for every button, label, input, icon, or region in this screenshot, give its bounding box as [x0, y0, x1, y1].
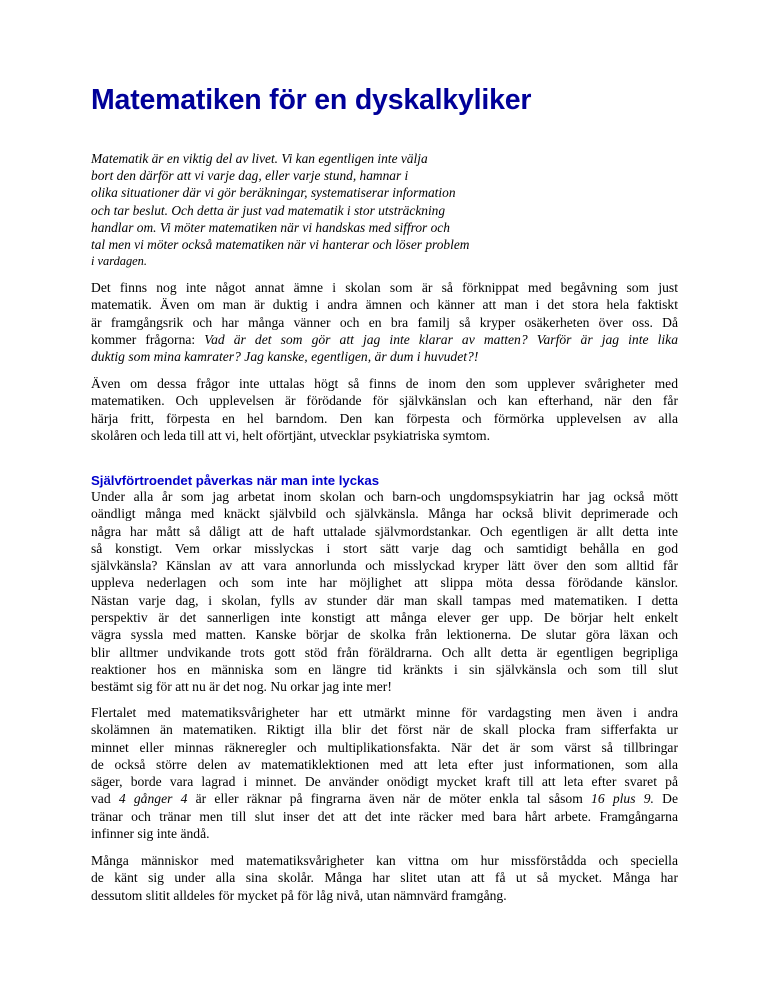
paragraph-4	[91, 704, 678, 842]
paragraph-line	[91, 348, 678, 365]
paragraph-line	[91, 331, 678, 348]
paragraph-line: minnet eller minnas räkneregler och multiplikationsfakta. När det är som värst så tillbringar	[91, 739, 678, 755]
paragraph-line: Det finns nog inte något annat ämne i skolan som är så förknippat med begåvning som just	[91, 280, 678, 295]
intro-paragraph	[91, 150, 611, 270]
paragraph-line: reaktioner hos en människa som en längre tid kränkts i sin självkänsla och som till slut	[91, 661, 678, 677]
paragraph-line: Även om dessa frågor inte uttalas högt så finns de inom den som upplever svårigheter med	[91, 376, 678, 391]
paragraph-line: skolåren och leda till att vi, helt oförtjänt, utvecklar psykiatriska symtom.	[91, 427, 491, 443]
paragraph-line: blir alltmer undvikande trots gott stöd från föräldrarna. Och allt detta är egentligen begripliga	[91, 644, 678, 660]
paragraph-line: Flertalet med matematiksvårigheter har ett utmärkt minne för vardagsting men även i andra	[91, 705, 678, 720]
paragraph-3	[91, 488, 678, 696]
italic-expression: 16 plus 9.	[591, 791, 654, 807]
paragraph-5	[91, 852, 678, 904]
paragraph-line: så konstigt. Vem orkar misslyckas i stort sätt varje dag och samtidigt behålla en god	[91, 540, 678, 556]
paragraph-line: oändligt många med knäckt självbild och självkänsla. Många har också blivit deprimerade och	[91, 506, 678, 522]
intro-line: i vardagen.	[91, 254, 147, 269]
paragraph-line: de också större delen av matematiklektionen med att leta efter just informationen, som alla	[91, 756, 678, 772]
text-run: är eller räknar på fingrarna även när de möter enkla tal såsom	[187, 791, 592, 807]
paragraph-1	[91, 279, 678, 365]
text-run: kommer frågorna:	[91, 331, 205, 347]
intro-line: tal men vi möter också matematiken när vi hanterar och löser problem	[91, 237, 470, 253]
section-heading: Självförtroendet påverkas när man inte lyckas	[91, 473, 380, 488]
intro-line: handlar om. Vi möter matematiken när vi handskas med siffror och	[91, 219, 450, 235]
paragraph-line: vägra syssla med matten. Kanske börjar de skolka från lektionerna. De slutar göra läxan och	[91, 627, 678, 643]
intro-line: olika situationer där vi gör beräkningar, systematiserar information	[91, 185, 456, 201]
paragraph-line	[91, 790, 678, 807]
document-title: Matematiken för en dyskalkyliker	[91, 84, 532, 116]
text-run: vad	[91, 791, 119, 807]
text-run: De	[653, 791, 678, 807]
paragraph-line: Under alla år som jag arbetat inom skolan och barn-och ungdomspsykiatrin har jag också mött	[91, 489, 678, 504]
paragraph-line: självkänsla? Känslan av att vara annorlunda och misslyckad kryper lätt över den som alltid får	[91, 558, 678, 574]
paragraph-line: är framgångsrik och har många vänner och en bra familj så kryper osäkerheten över oss. Då	[91, 314, 678, 330]
paragraph-line: de känt sig under alla sina skolår. Många har slitet utan att få ut så mycket. Många har	[91, 870, 678, 886]
italic-question: duktig som mina kamrater? Jag kanske, egentligen, är dum i huvudet?!	[91, 349, 479, 365]
paragraph-line: matematik. Även om man är duktig i andra ämnen och känner att man i det stora hela faktiskt	[91, 297, 678, 313]
intro-line: och tar beslut. Och detta är just vad matematik i stor utsträckning	[91, 202, 446, 218]
paragraph-line: tränar och tränar men till slut inser det att det inte räcker med bara hårt arbete. Framgångarna	[91, 808, 678, 824]
paragraph-line: härja fritt, förpesta en hel barndom. Den kan förpesta och förmörka upplevelsen av alla	[91, 410, 678, 426]
paragraph-line: uppleva nederlagen och som inte har möjlighet att slippa möta dessa förödande känslor.	[91, 575, 678, 591]
paragraph-line: bestämt sig för att nu är det nog. Nu orkar jag inte mer!	[91, 679, 392, 695]
paragraph-line: Nästan varje dag, i skolan, fylls av stunder där man skall tampas med matematiken. I detta	[91, 592, 678, 608]
paragraph-2	[91, 375, 678, 444]
paragraph-line: säger, borde vara lagrad i minnet. De använder onödigt mycket kraft till att leta efter svaret på	[91, 774, 678, 790]
paragraph-line: matematiken. Och upplevelsen är förödande för självkänslan och kan efterhand, när den får	[91, 393, 678, 409]
intro-line: Matematik är en viktig del av livet. Vi kan egentligen inte välja	[91, 151, 428, 166]
paragraph-line: perspektiv är det sannerligen inte konstigt att många elever ger upp. De börjar helt enkelt	[91, 610, 678, 626]
intro-line: bort den därför att vi varje dag, eller varje stund, hamnar i	[91, 168, 409, 184]
paragraph-line: skolämnen än matematiken. Riktigt illa blir det först när de skall plocka fram sifferfakta ur	[91, 722, 678, 738]
paragraph-line: Många människor med matematiksvårigheter kan vittna om hur missförstådda och speciella	[91, 853, 678, 868]
italic-question: Vad är det som gör att jag inte klarar av matten? Varför är jag inte lika	[204, 331, 678, 347]
paragraph-line: infinner sig inte ändå.	[91, 826, 210, 842]
paragraph-line: några har mått så dåligt att de haft uttalade självmordstankar. Och egentligen är allt detta inte	[91, 523, 678, 539]
italic-expression: 4 gånger 4	[118, 791, 188, 807]
paragraph-line: dessutom slitit alldeles för mycket på för låg nivå, utan nämnvärd framgång.	[91, 887, 507, 903]
